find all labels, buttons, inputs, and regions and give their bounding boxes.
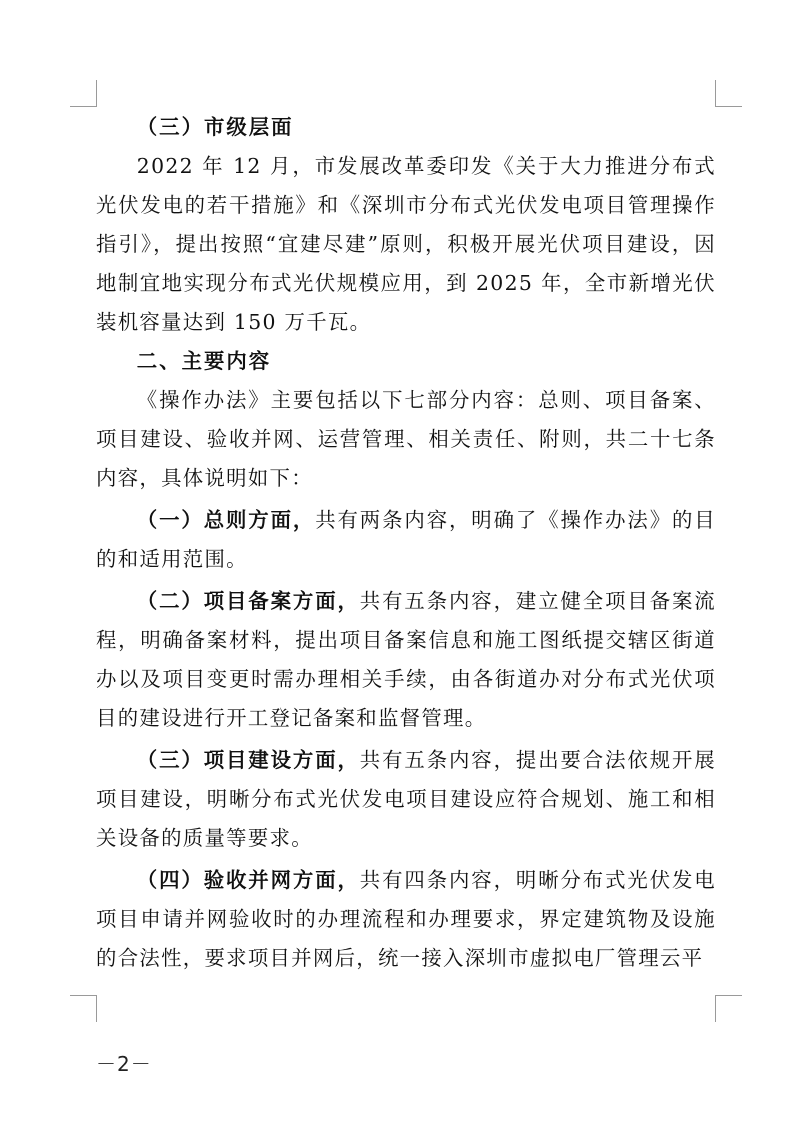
item-project-construction xyxy=(96,741,716,858)
item-title: （三）项目建设方面， xyxy=(136,748,360,772)
page-number: －2－ xyxy=(96,1052,152,1076)
item-text: 共有五条内容，提出要合法依规开展项目建设，明晰分布式光伏发电项目建设应符合规划、施工和相关设备的质量等要求。 xyxy=(96,748,716,850)
document-body xyxy=(96,108,716,978)
section-heading-city-level: （三）市级层面 xyxy=(136,115,294,139)
item-title: （一）总则方面， xyxy=(136,508,316,532)
paragraph-intro: 《操作办法》主要包括以下七部分内容：总则、项目备案、项目建设、验收并网、运营管理、相关责任、附则，共二十七条内容，具体说明如下： xyxy=(96,388,716,490)
crop-mark-bottom-left xyxy=(70,995,97,1022)
item-title: （二）项目备案方面， xyxy=(136,589,360,613)
item-acceptance-grid xyxy=(96,861,716,978)
crop-mark-top-right xyxy=(715,80,742,107)
item-text: 共有四条内容，明晰分布式光伏发电项目申请并网验收时的办理流程和办理要求，界定建筑物及设施的合法性，要求项目并网后，统一接入深圳市虚拟电厂管理云平 xyxy=(96,868,716,970)
crop-mark-top-left xyxy=(70,80,97,107)
item-project-filing xyxy=(96,582,716,738)
item-text: 共有两条内容，明确了《操作办法》的目的和适用范围。 xyxy=(96,508,716,571)
item-general xyxy=(96,501,716,579)
item-text: 共有五条内容，建立健全项目备案流程，明确备案材料，提出项目备案信息和施工图纸提交辖区街道办以及项目变更时需办理相关手续，由各街道办对分布式光伏项目的建设进行开工登记备案和监督管理。 xyxy=(96,589,716,730)
section-heading-main-content: 二、主要内容 xyxy=(136,349,272,373)
paragraph-city-level: 2022 年 12 月，市发展改革委印发《关于大力推进分布式光伏发电的若干措施》和《深圳市分布式光伏发电项目管理操作指引》，提出按照“宜建尽建”原则，积极开展光伏项目建设，因地制宜地实现分布式光伏规模应用，到 2025 年，全市新增光伏装机容量达到 150 万千瓦。 xyxy=(96,154,716,334)
item-title: （四）验收并网方面， xyxy=(136,868,360,892)
crop-mark-bottom-right xyxy=(715,995,742,1022)
